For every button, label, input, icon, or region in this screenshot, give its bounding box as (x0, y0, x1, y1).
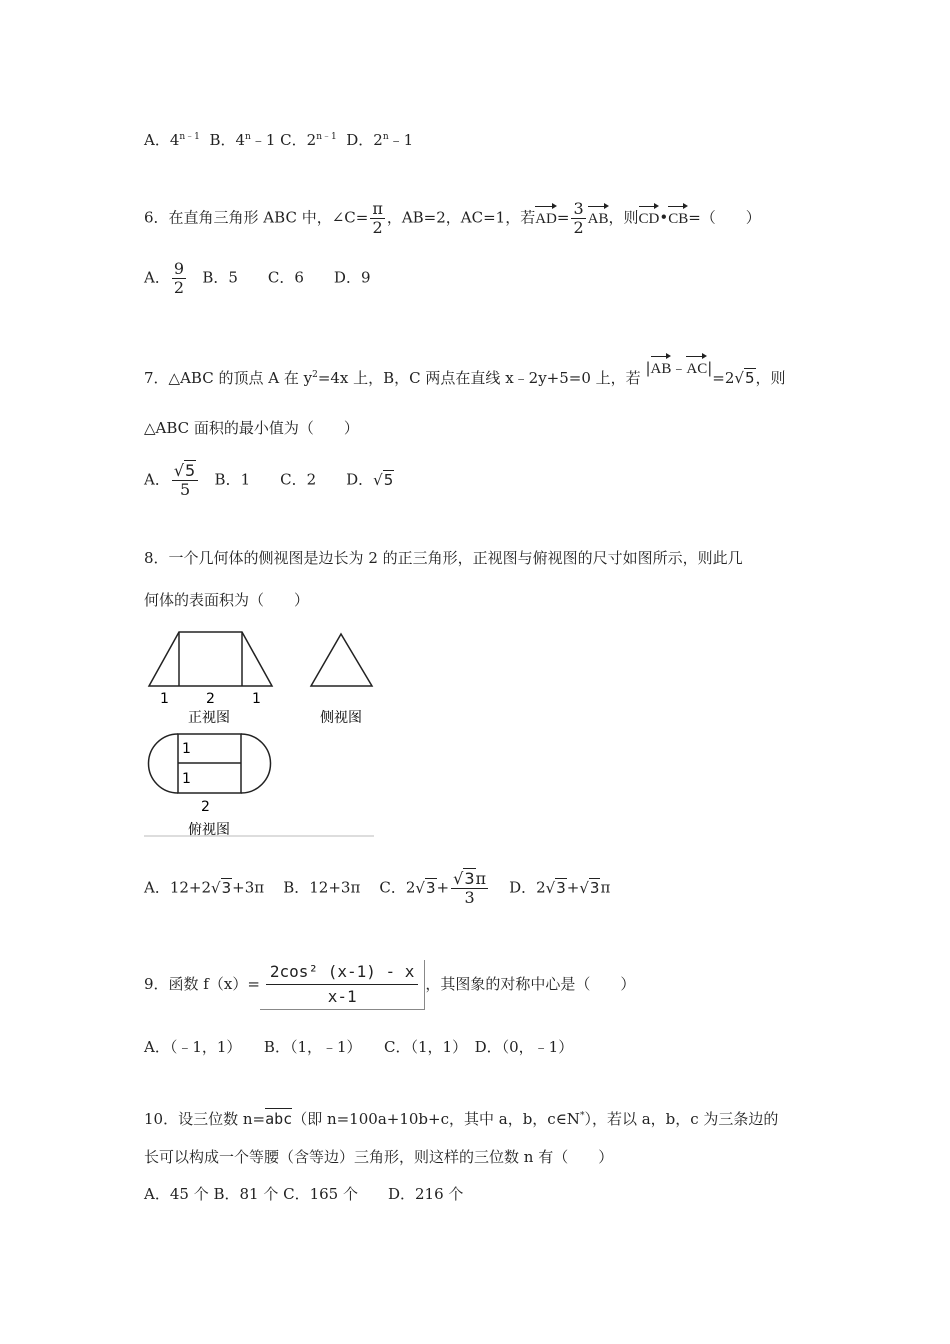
text: =2 (712, 369, 735, 387)
text: π (600, 878, 611, 897)
text: =4x 上，B，C 两点在直线 x﹣2y+5=0 上，若 (317, 369, 641, 387)
radicand: 5 (383, 470, 394, 489)
top-label-1: 1 (182, 741, 191, 757)
top-view (149, 734, 271, 793)
text: ﹣1 C．2 (250, 131, 317, 149)
sqrt: √3 (453, 869, 475, 888)
denominator: 2 (173, 278, 185, 297)
q7-stem-line2: △ABC 面积的最小值为（ ） (144, 419, 359, 437)
sup: n (382, 132, 389, 142)
q7-stem (144, 359, 786, 389)
fraction (172, 260, 186, 297)
text: B．12+3π (283, 878, 361, 897)
radicand: 5 (744, 369, 755, 387)
text: B．5 C．6 D．9 (202, 268, 371, 287)
q10-stem (144, 1106, 778, 1129)
radicand: 5 (185, 461, 196, 480)
sqrt: √5 (373, 470, 394, 489)
overline-abc: abc (265, 1110, 293, 1128)
text: = (556, 208, 570, 227)
text: A．12+2 (144, 878, 212, 897)
q7-options (144, 462, 394, 499)
text: 7．△ABC 的顶点 A 在 y (144, 369, 313, 387)
top-label-2: 1 (182, 771, 191, 787)
text: ，AB=2，AC=1，若 (386, 208, 536, 227)
text: 9．函数 f（x）= (144, 975, 260, 993)
q9-options: A．（﹣1，1） B．（1，﹣1） C．（1，1） D．（0，﹣1） (144, 1038, 574, 1056)
top-caption: 俯视图 (188, 822, 230, 838)
text: ﹣ (671, 359, 687, 377)
denominator: 2 (573, 218, 584, 237)
denominator: 2 (372, 218, 383, 237)
text: =（ ） (688, 208, 761, 227)
numerator: 3 (573, 199, 584, 218)
sqrt: √3 (579, 878, 600, 897)
numerator: 9 (173, 259, 185, 278)
sqrt: √5 (734, 369, 755, 387)
sup: n﹣1 (316, 132, 337, 142)
sup: 2 (312, 370, 318, 380)
fraction (370, 200, 385, 237)
vector: AC (686, 353, 707, 379)
front-label-2: 2 (206, 691, 215, 707)
text: A． (144, 268, 170, 287)
front-label-1: 1 (160, 691, 169, 707)
denominator: 3 (464, 888, 475, 907)
abs-vector-diff: |AB﹣AC| (645, 353, 712, 379)
text: + (566, 878, 580, 897)
three-view-figure (144, 628, 376, 840)
side-view (311, 634, 372, 686)
side-caption: 侧视图 (320, 710, 362, 726)
front-view (149, 632, 272, 686)
fraction (451, 870, 488, 907)
q8-stem-line2: 何体的表面积为（ ） (144, 591, 310, 609)
text: A． (144, 470, 170, 489)
q5-options (144, 127, 413, 150)
vector: AB (651, 353, 672, 379)
q8-stem-line1: 8．一个几何体的侧视图是边长为 2 的正三角形，正视图与俯视图的尺寸如图所示，则此几 (144, 549, 743, 567)
vector-cd: CD (639, 203, 660, 229)
front-label-3: 1 (252, 691, 261, 707)
numerator (451, 870, 488, 889)
radicand: 3 (556, 878, 566, 897)
text: D．2 (509, 878, 546, 897)
top-label-bottom: 2 (201, 799, 210, 815)
sqrt: √5 (173, 461, 196, 480)
radicand: 3 (425, 878, 436, 897)
text: B．1 C．2 D． (214, 470, 374, 489)
fraction (571, 200, 585, 237)
q10-options: A．45 个 B．81 个 C．165 个 D．216 个 (144, 1185, 464, 1203)
sup: n (245, 132, 251, 142)
function-formula (260, 960, 426, 1010)
q5-option-a: A．4 (144, 131, 180, 149)
sup: * (579, 1111, 585, 1121)
text: ，则 (608, 208, 639, 227)
text: C．2 (379, 878, 416, 897)
q10-stem-line2: 长可以构成一个等腰（含等边）三角形，则这样的三位数 n 有（ ） (144, 1148, 614, 1166)
text: + (436, 878, 450, 897)
front-caption: 正视图 (188, 710, 230, 726)
text: π (475, 869, 487, 888)
sqrt: √3 (211, 878, 232, 897)
denominator: x-1 (327, 987, 357, 1006)
vector-ad: AD (535, 203, 557, 229)
text: ﹣1 (388, 131, 414, 149)
q5-option-b: B．4 (209, 131, 246, 149)
sqrt: √3 (415, 878, 436, 897)
q5-option-d: D．2 (346, 131, 383, 149)
q6-options (144, 260, 371, 297)
denominator: 5 (179, 480, 191, 499)
vector-ab: AB (588, 203, 609, 229)
sup: n﹣1 (179, 132, 200, 142)
fraction (172, 462, 198, 499)
numerator: 2cos² (x-1) - x (266, 960, 419, 985)
text: ，其图象的对称中心是（ ） (425, 975, 636, 993)
numerator (172, 462, 198, 481)
q8-options (144, 870, 610, 907)
text: （即 n=100a+10b+c，其中 a，b，c∈N (292, 1110, 580, 1128)
numerator: π (372, 199, 383, 218)
text: 6．在直角三角形 ABC 中，∠C= (144, 208, 369, 227)
radicand: 3 (589, 878, 600, 897)
text: 10．设三位数 n= (144, 1110, 266, 1128)
text: • (659, 208, 669, 227)
radicand: 3 (464, 869, 475, 888)
q9-stem (144, 960, 635, 1010)
text: ，则 (755, 369, 786, 387)
text: +3π (232, 878, 265, 897)
radicand: 3 (221, 878, 232, 897)
sqrt: √3 (545, 878, 566, 897)
vector-cb: CB (668, 203, 688, 229)
q6-stem (144, 200, 761, 237)
text: ），若以 a，b，c 为三条边的 (584, 1110, 779, 1128)
